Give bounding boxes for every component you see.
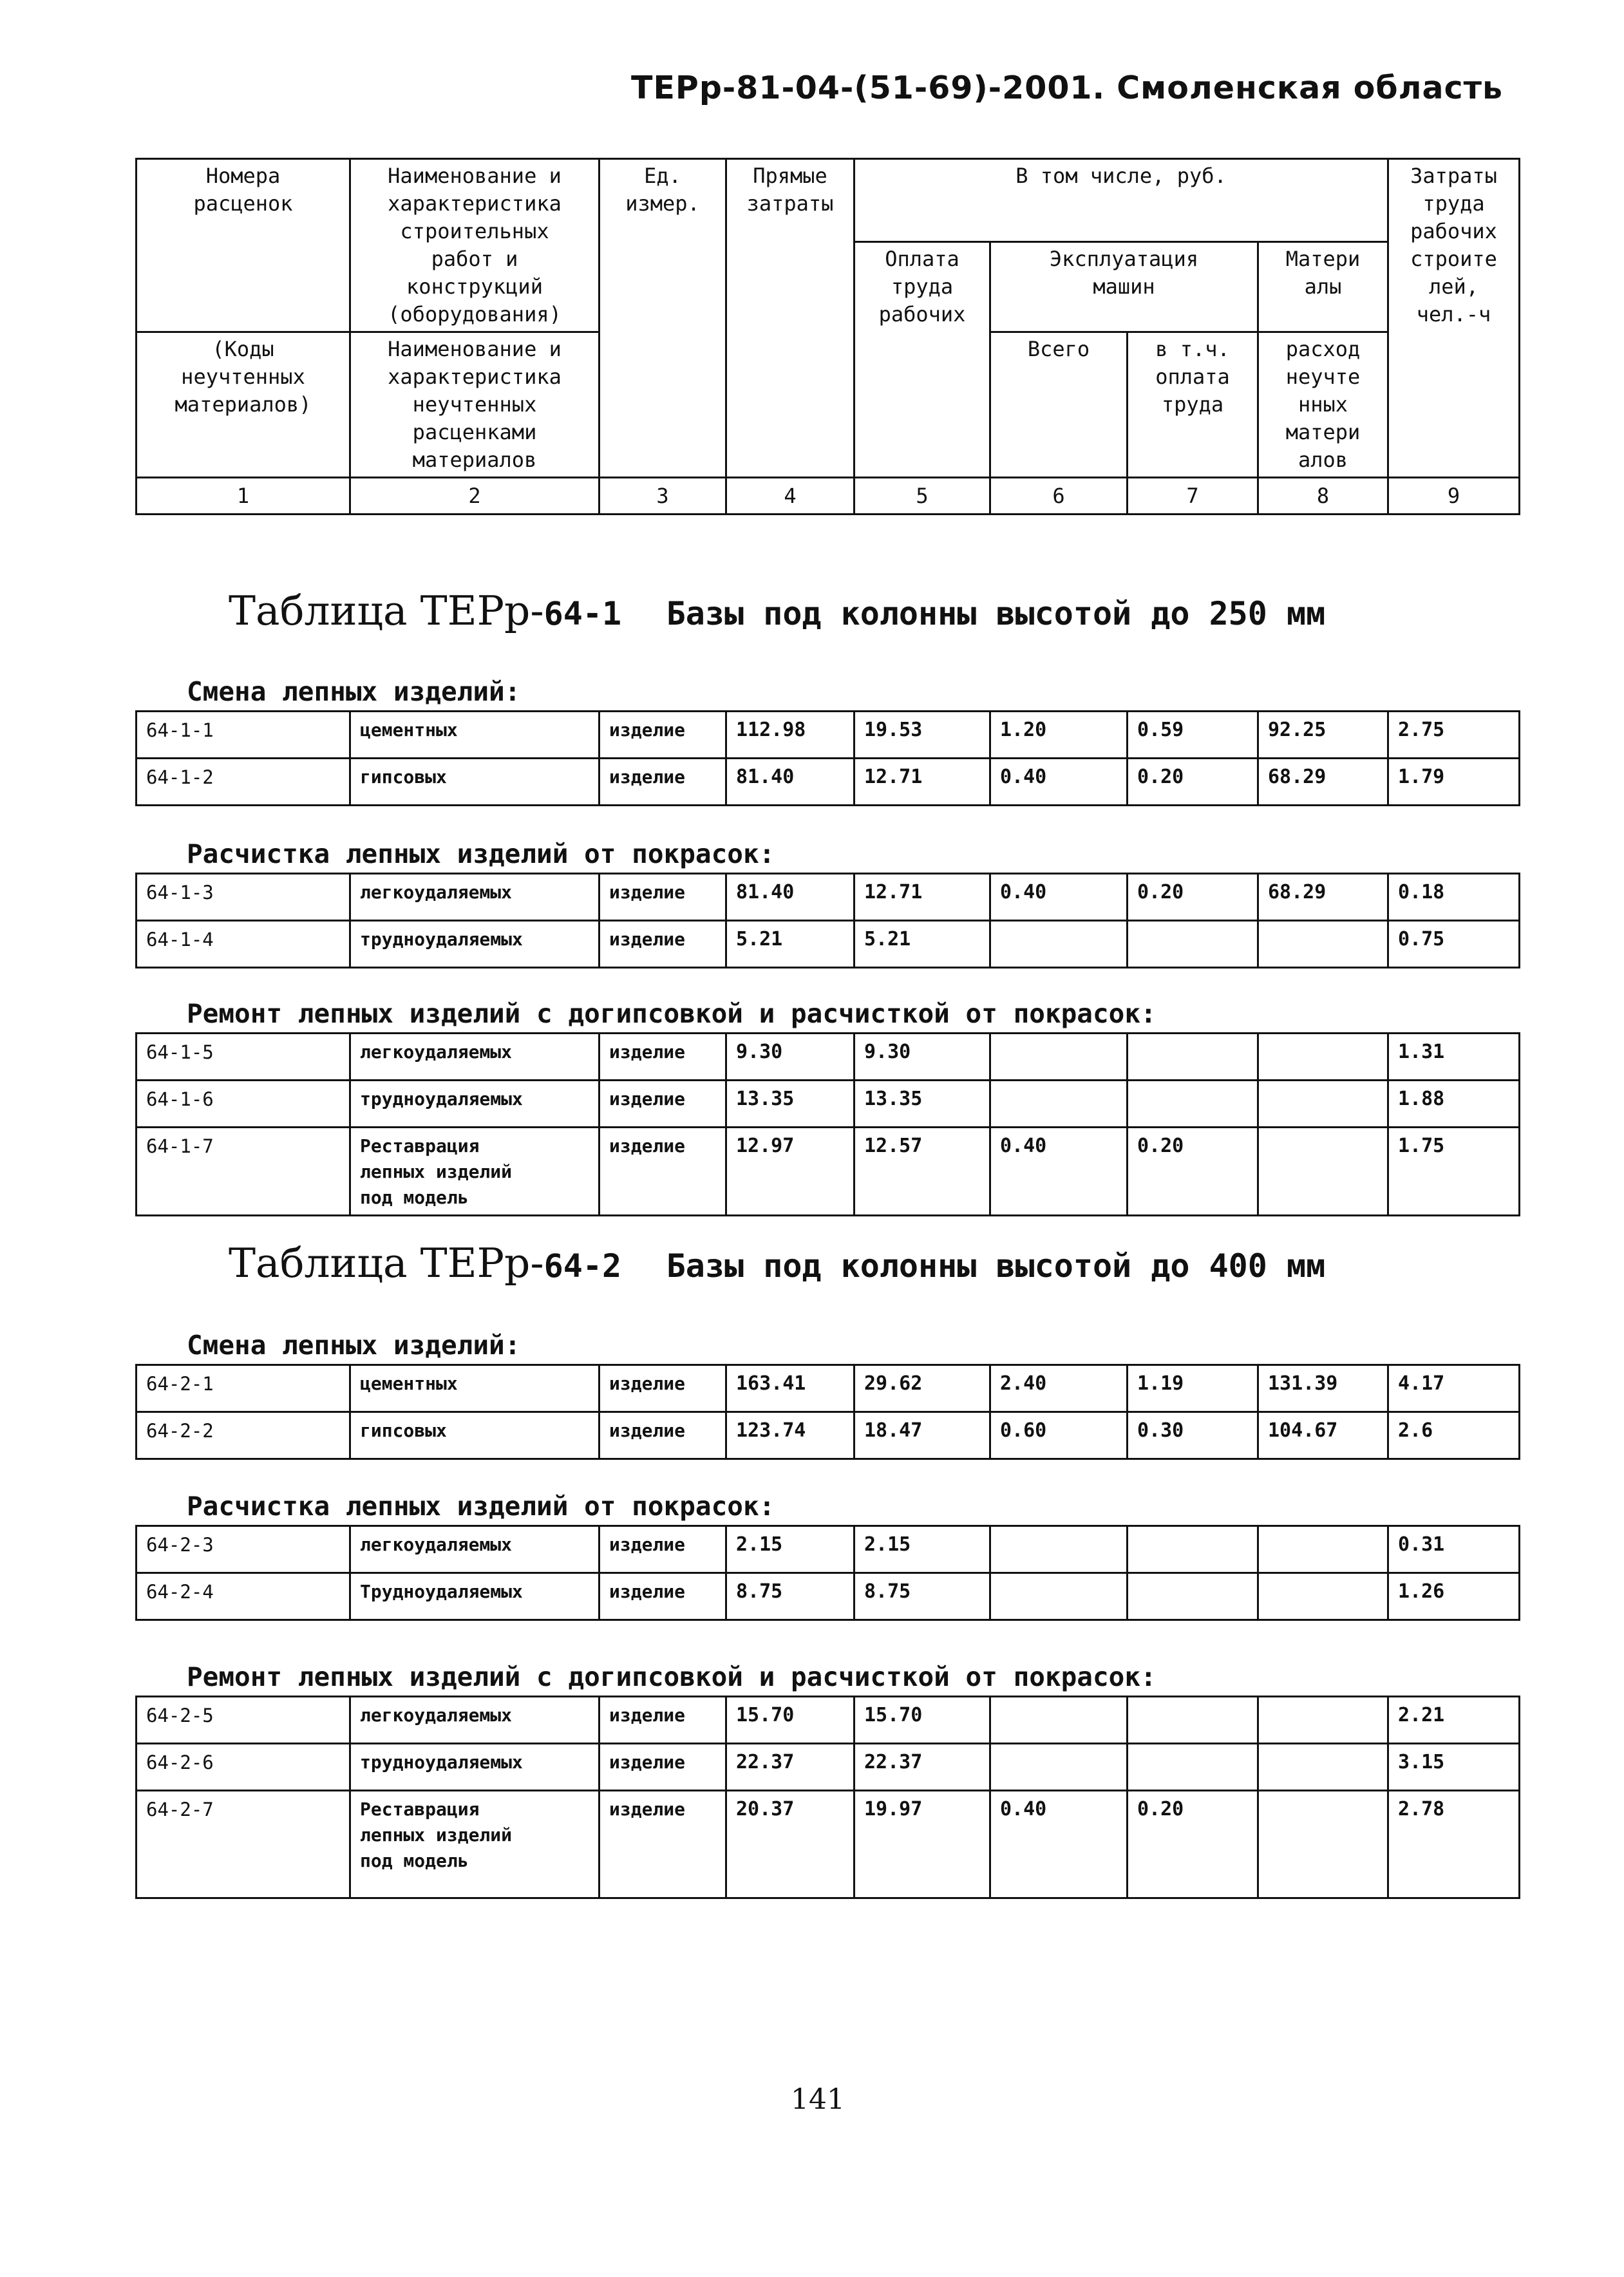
rate-machines: 0.40 xyxy=(990,1128,1128,1216)
rate-wages: 12.71 xyxy=(854,874,990,921)
rate-name: Реставрация лепных изделий под модель xyxy=(350,1791,600,1898)
rate-labor: 0.18 xyxy=(1388,874,1520,921)
section-label: Ремонт лепных изделий с догипсовкой и расчисткой от покрасок: xyxy=(187,1661,1157,1692)
rate-name: трудноудаляемых xyxy=(350,921,600,968)
header-wages: Оплата труда рабочих xyxy=(854,242,990,478)
rate-machines xyxy=(990,1526,1128,1573)
table-heading: Таблица ТЕРр-64-2 Базы под колонны высотой до 400 мм xyxy=(229,1240,1326,1287)
rate-machines-wages xyxy=(1128,1697,1258,1744)
rate-machines-wages xyxy=(1128,1744,1258,1791)
rate-machines xyxy=(990,1697,1128,1744)
rate-materials: 92.25 xyxy=(1258,712,1388,759)
rate-labor: 3.15 xyxy=(1388,1744,1520,1791)
section-label: Расчистка лепных изделий от покрасок: xyxy=(187,838,775,869)
rate-unit: изделие xyxy=(600,1034,726,1081)
rate-direct: 12.97 xyxy=(726,1128,854,1216)
rate-labor: 1.79 xyxy=(1388,759,1520,806)
rate-unit: изделие xyxy=(600,1697,726,1744)
rate-machines-wages: 0.59 xyxy=(1128,712,1258,759)
header-machines-total: Всего xyxy=(990,332,1128,478)
col-number: 9 xyxy=(1388,478,1520,515)
col-number: 3 xyxy=(600,478,726,515)
table-row xyxy=(137,1365,1520,1412)
rate-machines: 1.20 xyxy=(990,712,1128,759)
col-number: 1 xyxy=(137,478,350,515)
header-codes: Номера расценок xyxy=(137,159,350,332)
rate-materials xyxy=(1258,1081,1388,1128)
rate-name: легкоудаляемых xyxy=(350,874,600,921)
rate-machines-wages: 0.20 xyxy=(1128,874,1258,921)
rate-unit: изделие xyxy=(600,874,726,921)
header-labor-costs: Затраты труда рабочих строите лей, чел.-ч xyxy=(1388,159,1520,478)
rate-code: 64-2-7 xyxy=(137,1791,350,1898)
rate-materials xyxy=(1258,921,1388,968)
header-uncounted-name: Наименование и характеристика неучтенных расценками материалов xyxy=(350,332,600,478)
rate-direct: 2.15 xyxy=(726,1526,854,1573)
rate-materials xyxy=(1258,1128,1388,1216)
header-direct-costs: Прямые затраты xyxy=(726,159,854,478)
rate-materials xyxy=(1258,1697,1388,1744)
rate-labor: 2.75 xyxy=(1388,712,1520,759)
table-row xyxy=(137,921,1520,968)
rate-direct: 15.70 xyxy=(726,1697,854,1744)
rate-unit: изделие xyxy=(600,1526,726,1573)
rate-direct: 9.30 xyxy=(726,1034,854,1081)
document-title: ТЕРр-81-04-(51-69)-2001. Смоленская область xyxy=(631,70,1503,106)
rate-direct: 81.40 xyxy=(726,874,854,921)
rate-direct: 8.75 xyxy=(726,1573,854,1620)
rate-materials xyxy=(1258,1526,1388,1573)
table-heading: Таблица ТЕРр-64-1 Базы под колонны высотой до 250 мм xyxy=(229,587,1326,634)
rate-wages: 9.30 xyxy=(854,1034,990,1081)
rate-wages: 13.35 xyxy=(854,1081,990,1128)
rate-wages: 22.37 xyxy=(854,1744,990,1791)
rate-machines-wages xyxy=(1128,1081,1258,1128)
rate-labor: 0.75 xyxy=(1388,921,1520,968)
rate-materials: 68.29 xyxy=(1258,759,1388,806)
rate-wages: 8.75 xyxy=(854,1573,990,1620)
rate-machines xyxy=(990,1081,1128,1128)
rate-direct: 163.41 xyxy=(726,1365,854,1412)
rate-direct: 123.74 xyxy=(726,1412,854,1459)
table-row xyxy=(137,1128,1520,1216)
rate-code: 64-1-4 xyxy=(137,921,350,968)
rate-name: легкоудаляемых xyxy=(350,1034,600,1081)
rate-code: 64-2-3 xyxy=(137,1526,350,1573)
rate-name: легкоудаляемых xyxy=(350,1526,600,1573)
section-label: Смена лепных изделий: xyxy=(187,1330,521,1361)
rate-code: 64-1-6 xyxy=(137,1081,350,1128)
table-row xyxy=(137,1034,1520,1081)
rate-name: цементных xyxy=(350,712,600,759)
rate-name: трудноудаляемых xyxy=(350,1081,600,1128)
col-number: 5 xyxy=(854,478,990,515)
rate-code: 64-2-2 xyxy=(137,1412,350,1459)
rates-table xyxy=(135,1364,1520,1460)
rates-table xyxy=(135,1032,1520,1216)
rates-table xyxy=(135,710,1520,806)
page-number: 141 xyxy=(791,2083,845,2116)
rate-direct: 5.21 xyxy=(726,921,854,968)
column-header-table xyxy=(135,158,1520,515)
rate-unit: изделие xyxy=(600,1412,726,1459)
rate-labor: 1.26 xyxy=(1388,1573,1520,1620)
rate-name: Реставрация лепных изделий под модель xyxy=(350,1128,600,1216)
rate-wages: 2.15 xyxy=(854,1526,990,1573)
rate-wages: 29.62 xyxy=(854,1365,990,1412)
col-number: 4 xyxy=(726,478,854,515)
rate-labor: 0.31 xyxy=(1388,1526,1520,1573)
header-machines-wages: в т.ч. оплата труда xyxy=(1128,332,1258,478)
rate-materials xyxy=(1258,1744,1388,1791)
rate-materials: 131.39 xyxy=(1258,1365,1388,1412)
col-number: 7 xyxy=(1128,478,1258,515)
rate-wages: 15.70 xyxy=(854,1697,990,1744)
rate-materials: 104.67 xyxy=(1258,1412,1388,1459)
rate-unit: изделие xyxy=(600,921,726,968)
rate-materials xyxy=(1258,1573,1388,1620)
rate-code: 64-1-1 xyxy=(137,712,350,759)
rate-machines-wages: 0.20 xyxy=(1128,1791,1258,1898)
rate-machines-wages xyxy=(1128,1526,1258,1573)
rate-unit: изделие xyxy=(600,1573,726,1620)
section-label: Смена лепных изделий: xyxy=(187,676,521,707)
rate-name: легкоудаляемых xyxy=(350,1697,600,1744)
table-row xyxy=(137,1791,1520,1898)
rate-materials: 68.29 xyxy=(1258,874,1388,921)
rate-code: 64-1-2 xyxy=(137,759,350,806)
rate-machines xyxy=(990,1034,1128,1081)
rate-machines xyxy=(990,1744,1128,1791)
rate-labor: 1.88 xyxy=(1388,1081,1520,1128)
rate-labor: 4.17 xyxy=(1388,1365,1520,1412)
header-uncounted-materials: расход неучте нных матери алов xyxy=(1258,332,1388,478)
rate-code: 64-2-6 xyxy=(137,1744,350,1791)
col-number: 8 xyxy=(1258,478,1388,515)
col-number: 2 xyxy=(350,478,600,515)
rate-name: цементных xyxy=(350,1365,600,1412)
table-row xyxy=(137,1081,1520,1128)
header-including-group: В том числе, руб. xyxy=(854,159,1388,242)
rate-machines-wages: 0.20 xyxy=(1128,1128,1258,1216)
rate-machines: 0.40 xyxy=(990,1791,1128,1898)
rate-machines: 2.40 xyxy=(990,1365,1128,1412)
rate-machines: 0.60 xyxy=(990,1412,1128,1459)
rate-unit: изделие xyxy=(600,1128,726,1216)
header-uncounted-codes: (Коды неучтенных материалов) xyxy=(137,332,350,478)
rate-machines xyxy=(990,921,1128,968)
header-machines: Эксплуатация машин xyxy=(990,242,1258,332)
rate-unit: изделие xyxy=(600,1081,726,1128)
rate-wages: 19.97 xyxy=(854,1791,990,1898)
table-row xyxy=(137,1412,1520,1459)
rate-labor: 1.31 xyxy=(1388,1034,1520,1081)
table-row xyxy=(137,759,1520,806)
header-unit: Ед. измер. xyxy=(600,159,726,478)
rate-wages: 5.21 xyxy=(854,921,990,968)
table-row xyxy=(137,712,1520,759)
rate-code: 64-2-5 xyxy=(137,1697,350,1744)
header-name: Наименование и характеристика строительных работ и конструкций (оборудования) xyxy=(350,159,600,332)
rate-direct: 112.98 xyxy=(726,712,854,759)
rate-labor: 2.6 xyxy=(1388,1412,1520,1459)
rate-name: трудноудаляемых xyxy=(350,1744,600,1791)
rate-machines-wages xyxy=(1128,1034,1258,1081)
rate-code: 64-1-5 xyxy=(137,1034,350,1081)
header-materials: Матери алы xyxy=(1258,242,1388,332)
table-row xyxy=(137,1573,1520,1620)
rate-materials xyxy=(1258,1034,1388,1081)
rate-wages: 19.53 xyxy=(854,712,990,759)
rate-labor: 1.75 xyxy=(1388,1128,1520,1216)
rate-unit: изделие xyxy=(600,1791,726,1898)
rate-unit: изделие xyxy=(600,712,726,759)
rate-machines-wages xyxy=(1128,921,1258,968)
rate-code: 64-1-7 xyxy=(137,1128,350,1216)
rate-direct: 20.37 xyxy=(726,1791,854,1898)
rates-table xyxy=(135,873,1520,968)
rate-machines-wages: 0.20 xyxy=(1128,759,1258,806)
rate-wages: 12.71 xyxy=(854,759,990,806)
rate-name: гипсовых xyxy=(350,1412,600,1459)
rate-code: 64-2-4 xyxy=(137,1573,350,1620)
rate-machines xyxy=(990,1573,1128,1620)
rate-machines: 0.40 xyxy=(990,874,1128,921)
rate-machines-wages: 0.30 xyxy=(1128,1412,1258,1459)
rate-direct: 22.37 xyxy=(726,1744,854,1791)
rate-machines-wages: 1.19 xyxy=(1128,1365,1258,1412)
rate-machines-wages xyxy=(1128,1573,1258,1620)
table-row xyxy=(137,1744,1520,1791)
rate-unit: изделие xyxy=(600,1744,726,1791)
rate-direct: 13.35 xyxy=(726,1081,854,1128)
rate-unit: изделие xyxy=(600,759,726,806)
rate-materials xyxy=(1258,1791,1388,1898)
col-number: 6 xyxy=(990,478,1128,515)
rate-code: 64-2-1 xyxy=(137,1365,350,1412)
table-row xyxy=(137,1526,1520,1573)
rates-table xyxy=(135,1696,1520,1899)
rate-name: Трудноудаляемых xyxy=(350,1573,600,1620)
rate-labor: 2.21 xyxy=(1388,1697,1520,1744)
table-row xyxy=(137,1697,1520,1744)
rate-name: гипсовых xyxy=(350,759,600,806)
rate-direct: 81.40 xyxy=(726,759,854,806)
rate-machines: 0.40 xyxy=(990,759,1128,806)
rate-wages: 18.47 xyxy=(854,1412,990,1459)
rates-table xyxy=(135,1525,1520,1621)
table-row xyxy=(137,874,1520,921)
section-label: Ремонт лепных изделий с догипсовкой и расчисткой от покрасок: xyxy=(187,998,1157,1029)
section-label: Расчистка лепных изделий от покрасок: xyxy=(187,1491,775,1522)
rate-labor: 2.78 xyxy=(1388,1791,1520,1898)
rate-unit: изделие xyxy=(600,1365,726,1412)
rate-code: 64-1-3 xyxy=(137,874,350,921)
rate-wages: 12.57 xyxy=(854,1128,990,1216)
